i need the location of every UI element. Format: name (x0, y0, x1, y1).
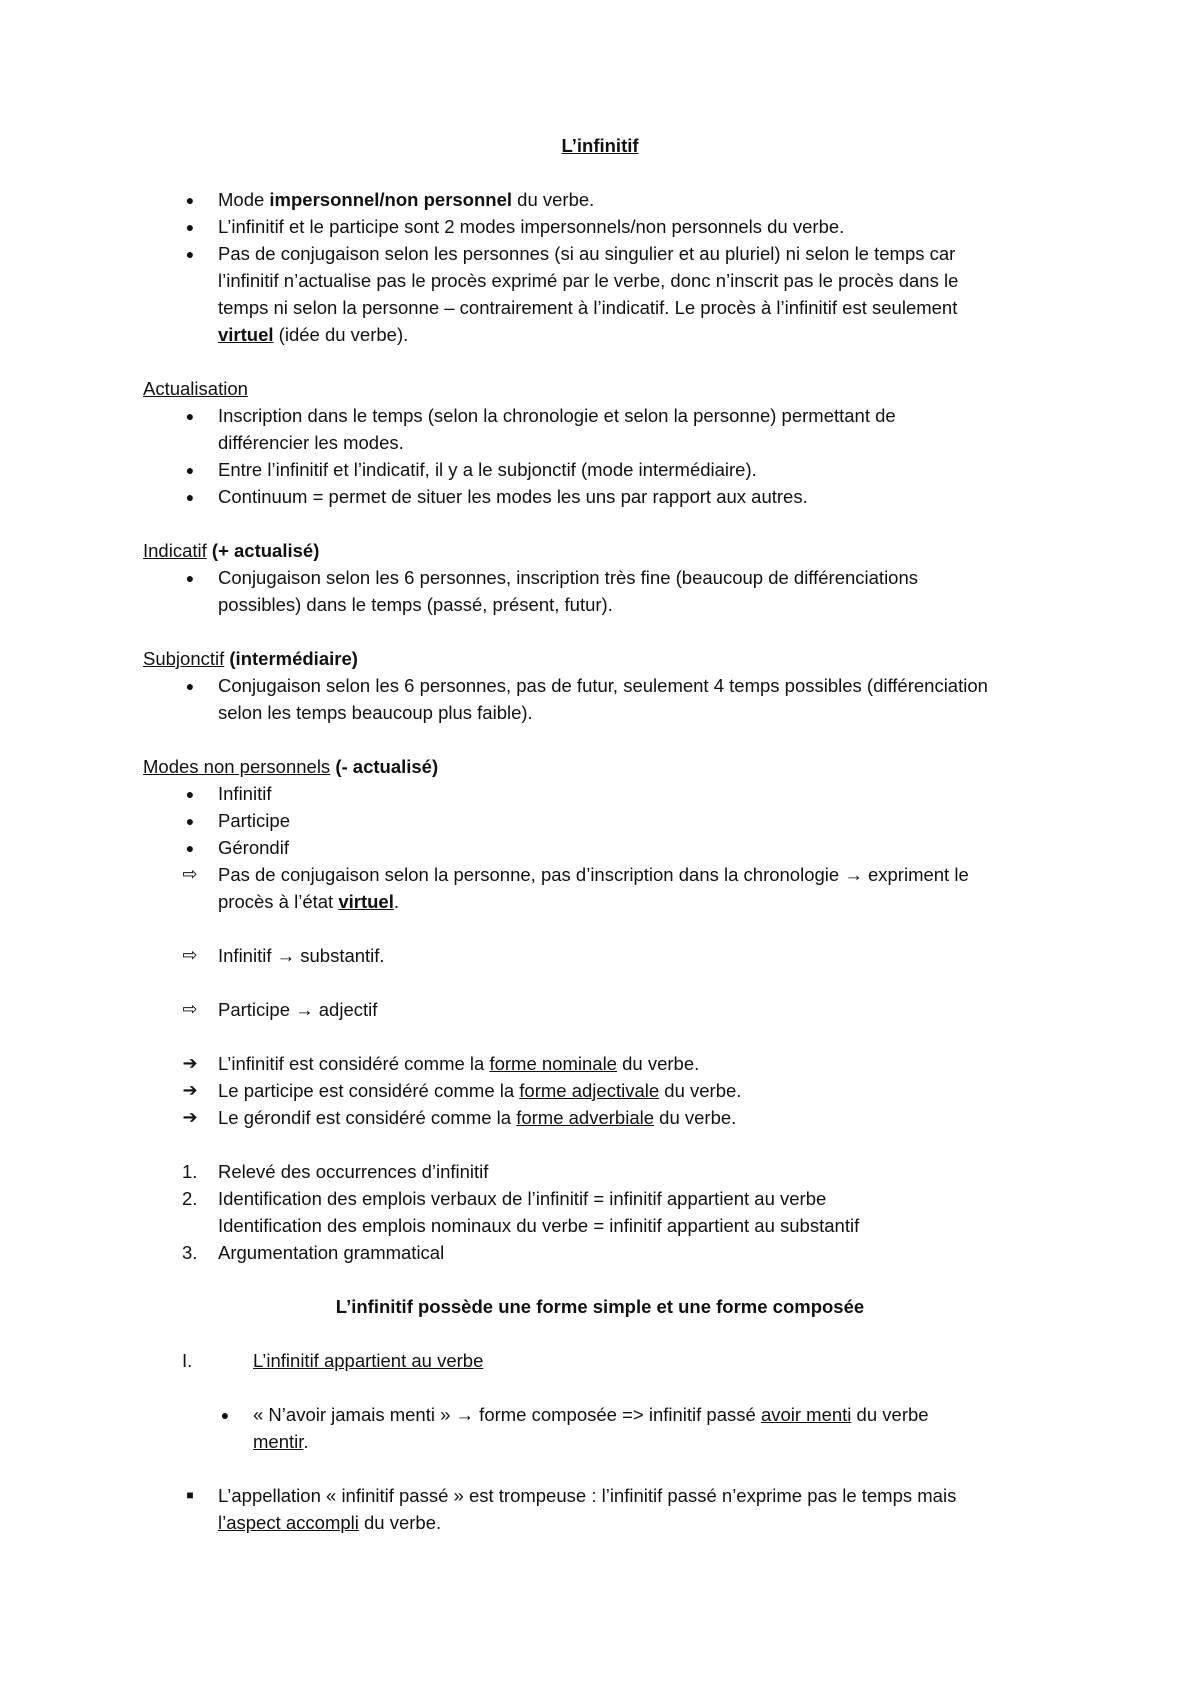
actualisation-item-2: Entre l’infinitif et l’indicatif, il y a le subjonctif (mode intermédiaire). (218, 459, 757, 480)
step-number-3: 3. (182, 1242, 198, 1263)
outline-arrow-icon: ⇨ (182, 999, 198, 1019)
bullet-icon: ● (220, 1407, 230, 1423)
bullet-icon: ● (185, 570, 195, 586)
bold-arrow-icon: ➔ (182, 1107, 198, 1127)
actualisation-item-1-line-1: Inscription dans le temps (selon la chronologie et selon la personne) permettant de (218, 405, 896, 426)
form-adjectivale-line: Le participe est considéré comme la forme adjectivale du verbe. (218, 1080, 742, 1101)
modes-conclusion-line-2: procès à l’état virtuel. (218, 891, 399, 912)
bullet-icon: ● (185, 786, 195, 802)
modes-item-participe: Participe (218, 810, 290, 831)
actualisation-heading: Actualisation (143, 378, 248, 399)
actualisation-item-1-line-2: différencier les modes. (218, 432, 404, 453)
indicatif-item-line-1: Conjugaison selon les 6 personnes, inscription très fine (beaucoup de différenciations (218, 567, 919, 588)
bold-arrow-icon: ➔ (182, 1080, 198, 1100)
step-3: Argumentation grammatical (218, 1242, 445, 1263)
arrow-infinitif-substantif: Infinitif → substantif. (218, 945, 385, 966)
bold-arrow-icon: ➔ (182, 1053, 198, 1073)
form-adverbiale-line: Le gérondif est considéré comme la forme adverbiale du verbe. (218, 1107, 737, 1128)
subjonctif-item-line-2: selon les temps beaucoup plus faible). (218, 702, 533, 723)
bullet-icon: ● (185, 192, 195, 208)
intro-item-3-line-3: temps ni selon la personne – contrairement à l’indicatif. Le procès à l’infinitif est seulement (218, 297, 958, 318)
bullet-icon: ● (185, 489, 195, 505)
step-number-1: 1. (182, 1161, 198, 1182)
step-2-line-2: Identification des emplois nominaux du verbe = infinitif appartient au substantif (218, 1215, 860, 1236)
section-item-line-2: mentir. (253, 1431, 309, 1452)
arrow-participe-adjectif: Participe → adjectif (218, 999, 378, 1020)
section-item-line-1: « N’avoir jamais menti » → forme composée => infinitif passé avoir menti du verbe (253, 1404, 929, 1425)
outline-arrow-icon: ⇨ (182, 945, 198, 965)
section-number: I. (182, 1350, 193, 1371)
square-bullet-icon: ■ (186, 1488, 194, 1502)
bullet-icon: ● (185, 840, 195, 856)
step-2-line-1: Identification des emplois verbaux de l’infinitif = infinitif appartient au verbe (218, 1188, 827, 1209)
document-title: L’infinitif (561, 135, 639, 156)
intro-item-1: Mode impersonnel/non personnel du verbe. (218, 189, 595, 210)
bullet-icon: ● (185, 813, 195, 829)
bullet-icon: ● (185, 678, 195, 694)
section-note-line-1: L’appellation « infinitif passé » est trompeuse : l’infinitif passé n’exprime pas le temps mais (218, 1485, 957, 1506)
outline-arrow-icon: ⇨ (182, 864, 198, 884)
actualisation-item-3: Continuum = permet de situer les modes les uns par rapport aux autres. (218, 486, 808, 507)
modes-conclusion-line-1: Pas de conjugaison selon la personne, pas d’inscription dans la chronologie → expriment le (218, 864, 969, 885)
step-1: Relevé des occurrences d’infinitif (218, 1161, 489, 1182)
indicatif-item-line-2: possibles) dans le temps (passé, présent, futur). (218, 594, 613, 615)
modes-item-gerondif: Gérondif (218, 837, 289, 858)
subjonctif-item-line-1: Conjugaison selon les 6 personnes, pas de futur, seulement 4 temps possibles (différenciation (218, 675, 988, 696)
step-number-2: 2. (182, 1188, 198, 1209)
intro-item-3-line-2: l’infinitif n’actualise pas le procès exprimé par le verbe, donc n’inscrit pas le procès dans le (218, 270, 959, 291)
subjonctif-heading: Subjonctif (intermédiaire) (143, 648, 358, 669)
form-nominale-line: L’infinitif est considéré comme la forme nominale du verbe. (218, 1053, 700, 1074)
indicatif-heading: Indicatif (+ actualisé) (143, 540, 320, 561)
intro-item-3-line-1: Pas de conjugaison selon les personnes (si au singulier et au pluriel) ni selon le temps car (218, 243, 956, 264)
section-heading: L’infinitif appartient au verbe (253, 1350, 484, 1371)
bullet-icon: ● (185, 408, 195, 424)
intro-item-2: L’infinitif et le participe sont 2 modes impersonnels/non personnels du verbe. (218, 216, 845, 237)
bullet-icon: ● (185, 462, 195, 478)
section-note-line-2: l’aspect accompli du verbe. (218, 1512, 442, 1533)
bullet-icon: ● (185, 246, 195, 262)
modes-heading: Modes non personnels (- actualisé) (143, 756, 439, 777)
modes-item-infinitif: Infinitif (218, 783, 272, 804)
intro-item-3-line-4: virtuel (idée du verbe). (218, 324, 409, 345)
bullet-icon: ● (185, 219, 195, 235)
section-subtitle: L’infinitif possède une forme simple et une forme composée (335, 1296, 865, 1317)
